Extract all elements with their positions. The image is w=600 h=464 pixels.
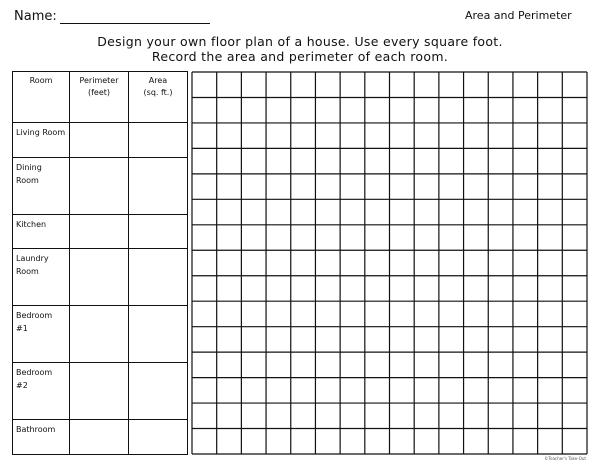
room-name: Kitchen <box>13 214 70 249</box>
area-cell[interactable] <box>129 249 188 306</box>
area-cell[interactable] <box>129 157 188 214</box>
area-cell[interactable] <box>129 214 188 249</box>
room-name: Bathroom <box>13 420 70 455</box>
room-name: Bedroom #2 <box>13 363 70 420</box>
record-table <box>12 71 188 455</box>
table-row <box>13 420 188 455</box>
name-blank-line[interactable] <box>60 9 210 24</box>
area-cell[interactable] <box>129 363 188 420</box>
table-row <box>13 157 188 214</box>
instructions-line-2: Record the area and perimeter of each room. <box>151 49 449 64</box>
name-field <box>14 9 210 24</box>
perimeter-cell[interactable] <box>70 363 129 420</box>
perimeter-cell[interactable] <box>70 214 129 249</box>
worksheet-topic: Area and Perimeter <box>465 9 572 22</box>
instructions-line-1: Design your own floor plan of a house. Use every square foot. <box>97 34 503 49</box>
table-row <box>13 214 188 249</box>
perimeter-cell[interactable] <box>70 306 129 363</box>
table-row <box>13 249 188 306</box>
copyright-credit: ©Teacher's Take-Out <box>544 456 586 461</box>
perimeter-cell[interactable] <box>70 157 129 214</box>
header-room: Room <box>13 72 70 123</box>
header-perimeter: Perimeter (feet) <box>70 72 129 123</box>
perimeter-cell[interactable] <box>70 249 129 306</box>
perimeter-cell[interactable] <box>70 420 129 455</box>
table-header-row <box>13 72 188 123</box>
room-name: Bedroom #1 <box>13 306 70 363</box>
room-name: Laundry Room <box>13 249 70 306</box>
name-label: Name: <box>14 9 57 24</box>
table-row <box>13 306 188 363</box>
floor-plan-grid[interactable] <box>191 71 588 455</box>
room-name: Living Room <box>13 123 70 158</box>
table-row <box>13 123 188 158</box>
table-row <box>13 363 188 420</box>
room-name: Dining Room <box>13 157 70 214</box>
area-cell[interactable] <box>129 123 188 158</box>
area-cell[interactable] <box>129 306 188 363</box>
area-cell[interactable] <box>129 420 188 455</box>
perimeter-cell[interactable] <box>70 123 129 158</box>
header-area: Area (sq. ft.) <box>129 72 188 123</box>
